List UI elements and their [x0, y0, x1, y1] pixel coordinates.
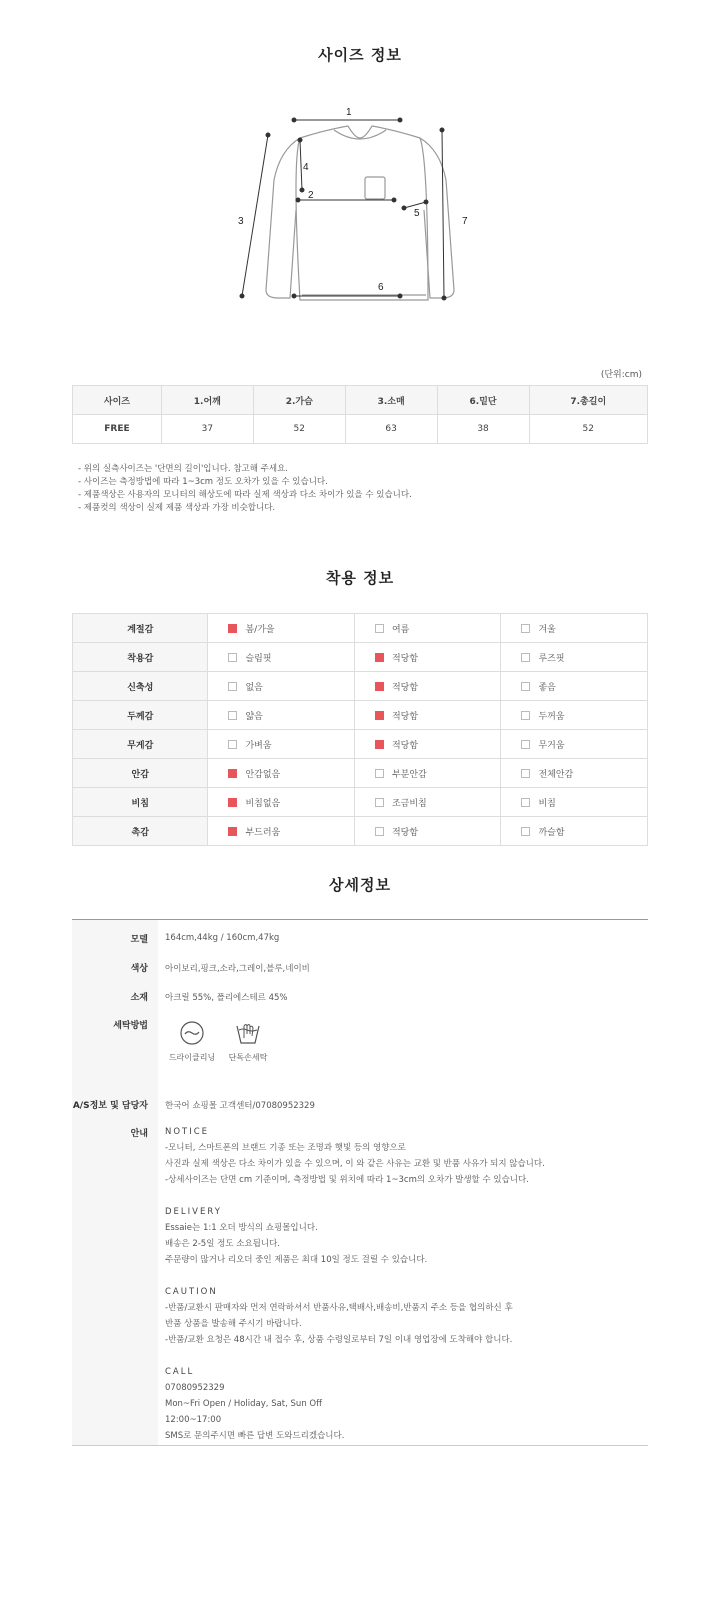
wear-option	[354, 614, 501, 643]
wear-option-label: 조금비침	[391, 798, 427, 809]
wear-option	[208, 759, 355, 788]
wear-option	[208, 730, 355, 759]
wear-option-label: 비침없음	[245, 798, 281, 809]
detail-divider	[72, 919, 648, 920]
diagram-label-6: 6	[378, 282, 384, 293]
note-item: - 위의 실측사이즈는 '단면의 길이'입니다. 참고해 주세요.	[78, 464, 288, 474]
material-label: 소재	[130, 993, 148, 1003]
size-cell: FREE	[73, 415, 162, 444]
note-item: - 사이즈는 측정방법에 따라 1~3cm 정도 오차가 있을 수 있습니다.	[78, 477, 328, 487]
color-value: 아이보리,핑크,소라,그레이,블루,네이비	[165, 964, 310, 974]
wear-option	[208, 614, 355, 643]
table-row	[73, 759, 648, 788]
diagram-label-2: 2	[308, 190, 314, 201]
diagram-label-1: 1	[346, 107, 352, 118]
wear-option	[501, 730, 648, 759]
wear-option	[501, 672, 648, 701]
wear-option	[501, 817, 648, 846]
care-label-dry-clean: 드라이클리닝	[168, 1053, 216, 1062]
unchecked-box-icon	[228, 653, 237, 662]
wear-option	[354, 643, 501, 672]
table-row	[73, 817, 648, 846]
size-header-cell: 6.밑단	[437, 386, 529, 415]
size-cell: 52	[529, 415, 647, 444]
delivery-line: 주문량이 많거나 리오더 중인 제품은 최대 10일 정도 걸릴 수 있습니다.	[165, 1255, 428, 1265]
wear-option-label: 적당함	[391, 827, 419, 838]
delivery-line: 배송은 2-5일 정도 소요됩니다.	[165, 1239, 281, 1249]
material-value: 아크릴 55%, 폴리에스테르 45%	[165, 993, 288, 1003]
wear-option	[501, 788, 648, 817]
wear-option	[501, 643, 648, 672]
unchecked-box-icon	[521, 682, 530, 691]
unchecked-box-icon	[521, 769, 530, 778]
wear-option-label: 슬림핏	[245, 653, 272, 664]
wear-option-label: 두꺼움	[538, 711, 565, 722]
size-header-cell: 2.가슴	[253, 386, 345, 415]
call-line: 12:00~17:00	[165, 1415, 222, 1425]
detail-section-title: 상세정보	[329, 876, 391, 894]
notice-line: -상세사이즈는 단면 cm 기준이며, 측정방법 및 위치에 따라 1~3cm의 오차가 발생할 수 있습니다.	[165, 1175, 529, 1185]
wear-option-label: 비침	[538, 798, 556, 809]
call-line: Mon~Fri Open / Holiday, Sat, Sun Off	[165, 1399, 322, 1409]
wear-option-label: 안감없음	[245, 769, 281, 780]
table-row	[73, 614, 648, 643]
wear-option	[501, 759, 648, 788]
unchecked-box-icon	[228, 711, 237, 720]
size-section-title: 사이즈 정보	[318, 46, 402, 64]
notice-heading: NOTICE	[165, 1127, 210, 1137]
unchecked-box-icon	[521, 711, 530, 720]
notice-line: 사진과 실제 색상은 다소 차이가 있을 수 있으며, 이 와 같은 사유는 교환 및 반품 사유가 되지 않습니다.	[165, 1159, 545, 1169]
checked-box-icon	[375, 711, 384, 720]
wear-option	[354, 730, 501, 759]
wear-option-label: 루즈핏	[538, 653, 565, 664]
wear-option-label: 여름	[391, 624, 410, 635]
table-row	[73, 701, 648, 730]
caution-heading: CAUTION	[165, 1287, 218, 1297]
wear-option	[354, 701, 501, 730]
wear-attribute-label: 비침	[73, 788, 208, 817]
wear-option	[208, 817, 355, 846]
wear-option	[354, 788, 501, 817]
size-cell: 37	[161, 415, 253, 444]
size-header-cell: 7.총길이	[529, 386, 647, 415]
wear-option-label: 까슬함	[538, 827, 565, 838]
wear-attribute-label: 무게감	[73, 730, 208, 759]
unchecked-box-icon	[521, 624, 530, 633]
care-item-hand-wash	[218, 1020, 278, 1063]
wear-option-label: 좋음	[538, 682, 556, 693]
wear-option	[501, 614, 648, 643]
unchecked-box-icon	[521, 653, 530, 662]
checked-box-icon	[375, 682, 384, 691]
model-value: 164cm,44kg / 160cm,47kg	[165, 933, 280, 943]
wear-option	[354, 672, 501, 701]
call-heading: CALL	[165, 1367, 195, 1377]
wear-attribute-label: 신축성	[73, 672, 208, 701]
model-label: 모델	[130, 935, 148, 945]
wear-option-label: 없음	[245, 682, 263, 693]
wear-option	[354, 759, 501, 788]
unchecked-box-icon	[228, 682, 237, 691]
as-label: A/S정보 및 담당자	[72, 1101, 148, 1111]
wear-option-label: 적당함	[391, 711, 419, 722]
size-cell: 52	[253, 415, 345, 444]
wear-option-label: 적당함	[391, 740, 419, 751]
wear-option	[208, 643, 355, 672]
unchecked-box-icon	[375, 827, 384, 836]
table-row	[73, 730, 648, 759]
table-row	[73, 672, 648, 701]
caution-line: 반품 상품을 발송해 주시기 바랍니다.	[165, 1319, 302, 1329]
note-item: - 제품컷의 색상이 실제 제품 색상과 가장 비슷합니다.	[78, 503, 276, 513]
wear-section-title: 착용 정보	[325, 569, 395, 587]
wear-option-label: 부드러움	[245, 827, 281, 838]
notice-line: -모니터, 스마트폰의 브랜드 기종 또는 조명과 햇빛 등의 영향으로	[165, 1143, 406, 1153]
table-row	[73, 788, 648, 817]
care-label-hand-wash: 단독손세탁	[228, 1053, 268, 1062]
color-label: 색상	[130, 964, 148, 974]
call-line: 07080952329	[165, 1383, 225, 1393]
size-header-cell: 3.소매	[345, 386, 437, 415]
care-item-dry-clean	[162, 1020, 222, 1063]
checked-box-icon	[228, 624, 237, 633]
size-notes	[78, 463, 412, 515]
guide-content	[165, 1124, 545, 1444]
checked-box-icon	[375, 653, 384, 662]
wear-option-label: 전체안감	[538, 769, 574, 780]
wear-attribute-label: 착용감	[73, 643, 208, 672]
wear-attribute-label: 두께감	[73, 701, 208, 730]
wear-option-label: 부분안감	[391, 769, 427, 780]
size-cell: 63	[345, 415, 437, 444]
wear-attribute-label: 안감	[73, 759, 208, 788]
size-diagram	[230, 100, 490, 320]
caution-line: -반품/교환 요청은 48시간 내 접수 후, 상품 수령일로부터 7일 이내 영업장에 도착해야 합니다.	[165, 1335, 513, 1345]
wear-option	[354, 817, 501, 846]
table-row	[73, 415, 648, 444]
guide-label: 안내	[130, 1129, 148, 1139]
diagram-label-7: 7	[462, 216, 468, 227]
caution-line: -반품/교환시 판매자와 먼저 연락하셔서 반품사유,택배사,배송비,반품지 주소 등을 협의하신 후	[165, 1303, 513, 1313]
wear-table	[72, 613, 648, 846]
size-table	[72, 385, 648, 444]
diagram-label-4: 4	[303, 162, 309, 173]
wear-option-label: 가벼움	[245, 740, 272, 751]
hand-wash-icon	[234, 1020, 262, 1046]
wear-option-label: 무거움	[538, 740, 565, 751]
checked-box-icon	[228, 798, 237, 807]
wear-attribute-label: 계절감	[73, 614, 208, 643]
wear-option-label: 봄/가을	[245, 624, 275, 635]
unchecked-box-icon	[375, 624, 384, 633]
wear-option	[208, 672, 355, 701]
wear-option-label: 얇음	[245, 711, 263, 722]
wear-option-label: 적당함	[391, 653, 419, 664]
checked-box-icon	[228, 827, 237, 836]
tshirt-diagram-icon	[230, 100, 490, 320]
checked-box-icon	[375, 740, 384, 749]
note-item: - 제품색상은 사용자의 모니터의 해상도에 따라 실제 색상과 다소 차이가 있을 수 있습니다.	[78, 490, 412, 500]
diagram-label-5: 5	[414, 208, 420, 219]
detail-bottom-divider	[72, 1445, 648, 1446]
table-row	[73, 643, 648, 672]
wear-option	[208, 701, 355, 730]
as-value: 한국어 쇼핑몰 고객센터/07080952329	[165, 1101, 315, 1111]
unchecked-box-icon	[521, 740, 530, 749]
unchecked-box-icon	[521, 827, 530, 836]
delivery-line: Essaie는 1:1 오더 방식의 쇼핑몰입니다.	[165, 1223, 318, 1233]
wear-option	[501, 701, 648, 730]
wear-attribute-label: 촉감	[73, 817, 208, 846]
checked-box-icon	[228, 769, 237, 778]
unit-label: (단위:cm)	[600, 370, 642, 380]
call-line: SMS로 문의주시면 빠른 답변 도와드리겠습니다.	[165, 1431, 345, 1441]
wear-option-label: 겨울	[538, 624, 556, 635]
dry-clean-icon	[179, 1020, 205, 1046]
unchecked-box-icon	[521, 798, 530, 807]
wear-option-label: 적당함	[391, 682, 419, 693]
wear-option	[208, 788, 355, 817]
unchecked-box-icon	[228, 740, 237, 749]
care-label: 세탁방법	[113, 1021, 148, 1031]
size-header-cell: 1.어깨	[161, 386, 253, 415]
unchecked-box-icon	[375, 769, 384, 778]
size-table-header	[73, 386, 648, 415]
size-header-cell: 사이즈	[73, 386, 162, 415]
size-cell: 38	[437, 415, 529, 444]
diagram-label-3: 3	[238, 216, 244, 227]
unchecked-box-icon	[375, 798, 384, 807]
delivery-heading: DELIVERY	[165, 1207, 222, 1217]
